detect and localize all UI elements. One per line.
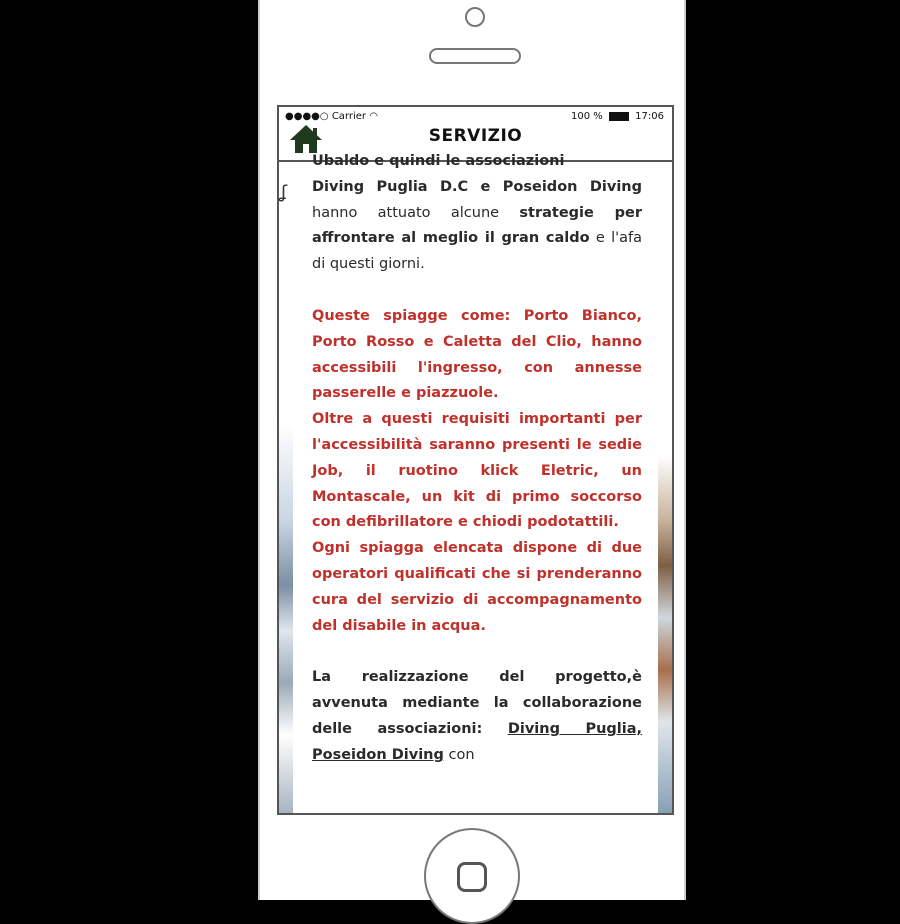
spacer [312, 278, 642, 304]
article-content [279, 153, 672, 813]
page-title: SERVIZIO [428, 126, 523, 146]
earpiece-speaker [429, 48, 521, 64]
signal-icon: ●●●●○ [285, 111, 329, 122]
carrier-label: Carrier [331, 111, 367, 122]
status-right [571, 111, 664, 122]
front-camera [465, 7, 485, 27]
beaches-paragraph: Queste spiagge come: Porto Bianco, Porto Rosso e Caletta del Clio, hanno accessibili l'ingresso, con annesse passerelle e piazzuole. [312, 307, 642, 402]
article-text [312, 153, 643, 769]
phone-screen [277, 105, 674, 815]
battery-percent: 100 % [571, 111, 603, 122]
intro-text-4: di questi giorni. [312, 256, 425, 273]
figure-icon: ʆ [281, 182, 288, 203]
status-left [285, 111, 378, 122]
background-photo-right [658, 162, 672, 813]
intro-associations: Diving Puglia D.C e Poseidon Diving [312, 178, 642, 195]
intro-strategie: strategie per [519, 204, 642, 221]
spacer [312, 639, 642, 665]
clock: 17:06 [635, 111, 664, 122]
closing-paragraph [312, 665, 642, 768]
intro-text-2: affrontare al meglio il gran caldo [312, 230, 590, 247]
battery-icon [609, 112, 629, 121]
intro-text-3: e l'afa [589, 230, 642, 247]
intro-paragraph [312, 175, 642, 278]
intro-text-1: hanno attuato alcune [312, 204, 520, 221]
operators-paragraph: Ogni spiagga elencata dispone di due operatori qualificati che si prenderanno cura del servizio di accompagnamento del disabile in acqua. [312, 540, 642, 634]
home-button-icon [457, 862, 487, 892]
wifi-icon: ◠ [369, 111, 378, 122]
intro-cut-line: Ubaldo e quindi le associazioni [312, 153, 565, 169]
background-photo-left [279, 162, 293, 813]
closing-associations: Diving Puglia, Poseidon Diving [312, 720, 643, 763]
accessibility-paragraph: Oltre a questi requisiti importanti per l'accessibilità saranno presenti le sedie Job, il ruotino klick Eletric, un Montascale, un kit di primo soccorso con defibrillatore e chiodi podotattili. [312, 411, 642, 531]
closing-text-1: La realizzazione del progetto,è avvenuta mediante la collaborazione delle associazioni: [312, 669, 642, 737]
closing-text-2: con [443, 746, 475, 763]
